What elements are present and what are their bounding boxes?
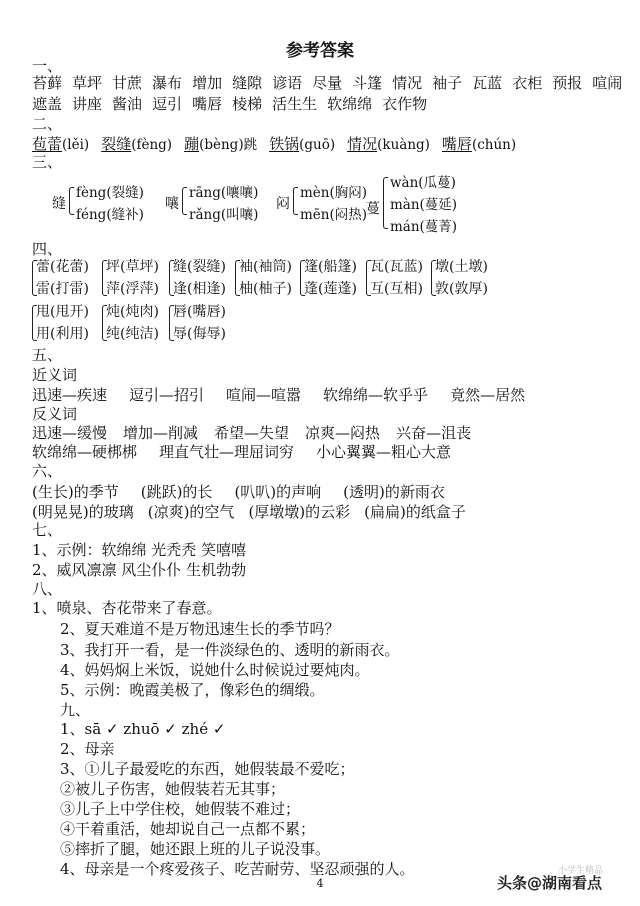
word-pair: 软绵绵—硬梆梆 bbox=[32, 443, 138, 461]
pinyin-item bbox=[184, 135, 257, 154]
word-item: 棱梯 bbox=[232, 95, 263, 113]
polyphone-reading: rāng(嚷嚷) bbox=[189, 185, 259, 201]
pinyin-item bbox=[269, 135, 335, 154]
word-pair: 迅速—疾速 bbox=[32, 386, 108, 404]
word-item: 瓦蓝 bbox=[472, 74, 503, 92]
word-item: 衣柜 bbox=[512, 74, 543, 92]
pinyin-word: 裂缝 bbox=[101, 135, 132, 153]
section-9-line-7: ⑤摔折了腿，她还跟上班的儿子说没事。 bbox=[60, 840, 331, 858]
section-7-line-2: 2、威风凛凛 风尘仆仆 生机勃勃 bbox=[32, 561, 247, 579]
section-8-heading: 八、 bbox=[32, 580, 63, 598]
word-pair: 理直气壮—理屈词穷 bbox=[159, 443, 295, 461]
word-pair: 增加—削减 bbox=[123, 424, 199, 442]
word-pair: 凉爽—闷热 bbox=[305, 424, 381, 442]
phrase-item: (厚墩墩)的云彩 bbox=[248, 503, 351, 521]
polyphone-char: 嚷 bbox=[165, 196, 179, 212]
polyphone-reading: mán(蔓菁) bbox=[390, 219, 458, 235]
word-item: 瀑布 bbox=[152, 74, 183, 92]
char-group-item: 萍(浮萍) bbox=[106, 281, 159, 297]
polyphone-char: 蔓 bbox=[366, 201, 380, 217]
word-item: 衣作物 bbox=[382, 95, 428, 113]
char-group-item: 墩(土墩) bbox=[435, 259, 488, 275]
char-group-item: 唇(嘴唇) bbox=[173, 304, 226, 320]
section-6-heading: 六、 bbox=[32, 462, 63, 480]
brace-icon bbox=[293, 187, 298, 215]
antonym-list-2 bbox=[32, 443, 473, 461]
synonym-label: 近义词 bbox=[32, 366, 78, 384]
phrase-item: (透明)的新雨衣 bbox=[343, 483, 445, 501]
polyphone-reading: mèn(胸闷) bbox=[300, 185, 368, 201]
pinyin-reading: (fèng) bbox=[131, 137, 173, 153]
char-group-item: 袖(袖筒) bbox=[239, 259, 292, 275]
word-pair: 软绵绵—软乎乎 bbox=[323, 386, 429, 404]
brace-icon bbox=[182, 187, 187, 215]
word-pair: 兴奋—沮丧 bbox=[396, 424, 472, 442]
polyphone-reading: fèng(裂缝) bbox=[76, 185, 144, 201]
word-pair: 竟然—居然 bbox=[450, 386, 526, 404]
word-item: 嘴唇 bbox=[192, 95, 223, 113]
word-item: 斗篷 bbox=[352, 74, 383, 92]
char-group-item: 逢(相逢) bbox=[173, 281, 226, 297]
pinyin-word: 铁锅 bbox=[269, 135, 300, 153]
char-group-item: 坪(草坪) bbox=[106, 259, 159, 275]
word-item: 苔藓 bbox=[32, 74, 63, 92]
char-group-item: 篷(船篷) bbox=[304, 259, 357, 275]
page-number: 4 bbox=[316, 877, 324, 890]
char-group-item: 敦(敦厚) bbox=[435, 281, 488, 297]
section-2-heading: 二、 bbox=[32, 115, 63, 133]
section-9-line-5: ③儿子上中学住校，她假装不难过； bbox=[60, 800, 301, 818]
word-item: 尽量 bbox=[312, 74, 343, 92]
word-pair: 喧闹—喧嚣 bbox=[226, 386, 302, 404]
phrase-item: (生长)的季节 bbox=[32, 483, 119, 501]
pinyin-word: 蹦 bbox=[184, 135, 200, 153]
section-9-line-6: ④干着重活，她却说自己一点都不累； bbox=[60, 820, 316, 838]
word-item: 讲座 bbox=[72, 95, 103, 113]
pinyin-reading: (bèng)跳 bbox=[199, 137, 258, 153]
char-group-item: 雷(打雷) bbox=[36, 281, 89, 297]
section-6-line-2 bbox=[32, 503, 480, 521]
section-6-line-1 bbox=[32, 483, 467, 501]
section-3-heading: 三、 bbox=[32, 153, 63, 171]
brace-icon bbox=[383, 177, 388, 229]
antonym-list-1 bbox=[32, 424, 487, 442]
char-group-item: 甩(甩开) bbox=[36, 304, 89, 320]
word-item: 袖子 bbox=[432, 74, 463, 92]
section-8-line-3: 3、我打开一看，是一件淡绿色的、透明的新雨衣。 bbox=[60, 641, 400, 659]
section-9-line-2: 2、母亲 bbox=[60, 740, 115, 758]
section-9-line-8: 4、母亲是一个疼爱孩子、吃苦耐劳、坚忍顽强的人。 bbox=[60, 860, 415, 878]
pinyin-item bbox=[442, 135, 516, 154]
char-group-item: 纯(纯洁) bbox=[106, 326, 159, 342]
pinyin-item bbox=[32, 135, 89, 154]
word-item: 草坪 bbox=[72, 74, 103, 92]
char-group-item: 缝(裂缝) bbox=[173, 259, 226, 275]
char-group-item: 炖(炖肉) bbox=[106, 304, 159, 320]
word-item: 谚语 bbox=[272, 74, 303, 92]
polyphone-reading: mēn(闷热) bbox=[300, 207, 368, 223]
section-7-heading: 七、 bbox=[32, 521, 63, 539]
section-1-row-2 bbox=[32, 95, 437, 113]
pinyin-reading: (chún) bbox=[471, 137, 517, 153]
polyphone-reading: rǎng(叫嚷) bbox=[189, 207, 259, 223]
polyphone-reading: màn(蔓延) bbox=[390, 197, 458, 213]
section-9-line-1: 1、sā ✓ zhuō ✓ zhé ✓ bbox=[60, 720, 226, 738]
page-title: 参考答案 bbox=[286, 41, 354, 61]
watermark: 头条@湖南看点 bbox=[497, 874, 603, 892]
section-9-line-3: 3、①儿子最爱吃的东西，她假装最不爱吃； bbox=[60, 760, 355, 778]
pinyin-reading: (guō) bbox=[299, 137, 336, 153]
word-pair: 迅速—缓慢 bbox=[32, 424, 108, 442]
word-item: 甘蔗 bbox=[112, 74, 143, 92]
phrase-item: (明晃晃)的玻璃 bbox=[32, 503, 134, 521]
word-item: 情况 bbox=[392, 74, 423, 92]
section-1-row-1 bbox=[32, 74, 632, 92]
antonym-label: 反义词 bbox=[32, 405, 78, 423]
char-group-item: 蕾(花蕾) bbox=[36, 259, 89, 275]
section-8-line-2: 2、夏天难道不是万物迅速生长的季节吗？ bbox=[60, 620, 340, 638]
phrase-item: (凉爽)的空气 bbox=[147, 503, 235, 521]
section-8-line-4: 4、妈妈焖上米饭，说她什么时候说过要炖肉。 bbox=[60, 661, 370, 679]
phrase-item: (叭叭)的声响 bbox=[234, 483, 322, 501]
section-2-items bbox=[32, 135, 528, 154]
polyphone-char: 闷 bbox=[276, 196, 290, 212]
section-1-heading: 一、 bbox=[32, 57, 63, 75]
phrase-item: (跳跃)的长 bbox=[140, 483, 213, 501]
phrase-item: (扁扁)的纸盒子 bbox=[364, 503, 466, 521]
word-item: 酱油 bbox=[112, 95, 143, 113]
word-item: 遮盖 bbox=[32, 95, 63, 113]
pinyin-item bbox=[101, 135, 172, 154]
word-item: 喧闹 bbox=[592, 74, 623, 92]
word-pair: 希望—失望 bbox=[214, 424, 290, 442]
word-pair: 小心翼翼—粗心大意 bbox=[316, 443, 452, 461]
pinyin-word: 嘴唇 bbox=[441, 135, 472, 153]
char-group-item: 柚(柚子) bbox=[239, 281, 292, 297]
char-group-item: 瓦(瓦蓝) bbox=[370, 259, 423, 275]
synonym-list bbox=[32, 386, 547, 404]
polyphone-reading: wàn(瓜蔓) bbox=[390, 175, 456, 191]
polyphone-char: 缝 bbox=[52, 196, 66, 212]
char-group-item: 互(互相) bbox=[370, 281, 423, 297]
char-group-item: 用(利用) bbox=[36, 326, 89, 342]
brace-icon bbox=[69, 187, 74, 215]
section-8-line-5: 5、示例：晚霞美极了，像彩色的绸缎。 bbox=[60, 681, 325, 699]
pinyin-word: 苞蕾 bbox=[32, 135, 63, 153]
pinyin-reading: (kuàng) bbox=[377, 137, 430, 153]
pinyin-reading: (lěi) bbox=[62, 137, 90, 153]
word-item: 逗引 bbox=[152, 95, 183, 113]
word-pair: 逗引—招引 bbox=[129, 386, 205, 404]
word-item: 预报 bbox=[552, 74, 583, 92]
polyphone-reading: féng(缝补) bbox=[76, 207, 144, 223]
section-7-line-1: 1、示例：软绵绵 光秃秃 笑嘻嘻 bbox=[32, 541, 247, 559]
section-9-heading: 九、 bbox=[60, 701, 91, 719]
section-5-heading: 五、 bbox=[32, 346, 63, 364]
section-4-heading: 四、 bbox=[32, 240, 63, 258]
word-item: 软绵绵 bbox=[327, 95, 373, 113]
pinyin-item bbox=[347, 135, 430, 154]
pinyin-word: 情况 bbox=[347, 135, 378, 153]
word-item: 缝隙 bbox=[232, 74, 263, 92]
section-9-line-4: ②被儿子伤害，她假装若无其事； bbox=[60, 780, 286, 798]
char-group-item: 辱(侮辱) bbox=[173, 326, 226, 342]
char-group-item: 蓬(莲蓬) bbox=[304, 281, 357, 297]
word-item: 活生生 bbox=[272, 95, 318, 113]
section-8-line-1: 1、喷泉、杏花带来了春意。 bbox=[32, 599, 222, 617]
word-item: 增加 bbox=[192, 74, 223, 92]
watermark-small: 小学生精品 bbox=[558, 866, 604, 876]
